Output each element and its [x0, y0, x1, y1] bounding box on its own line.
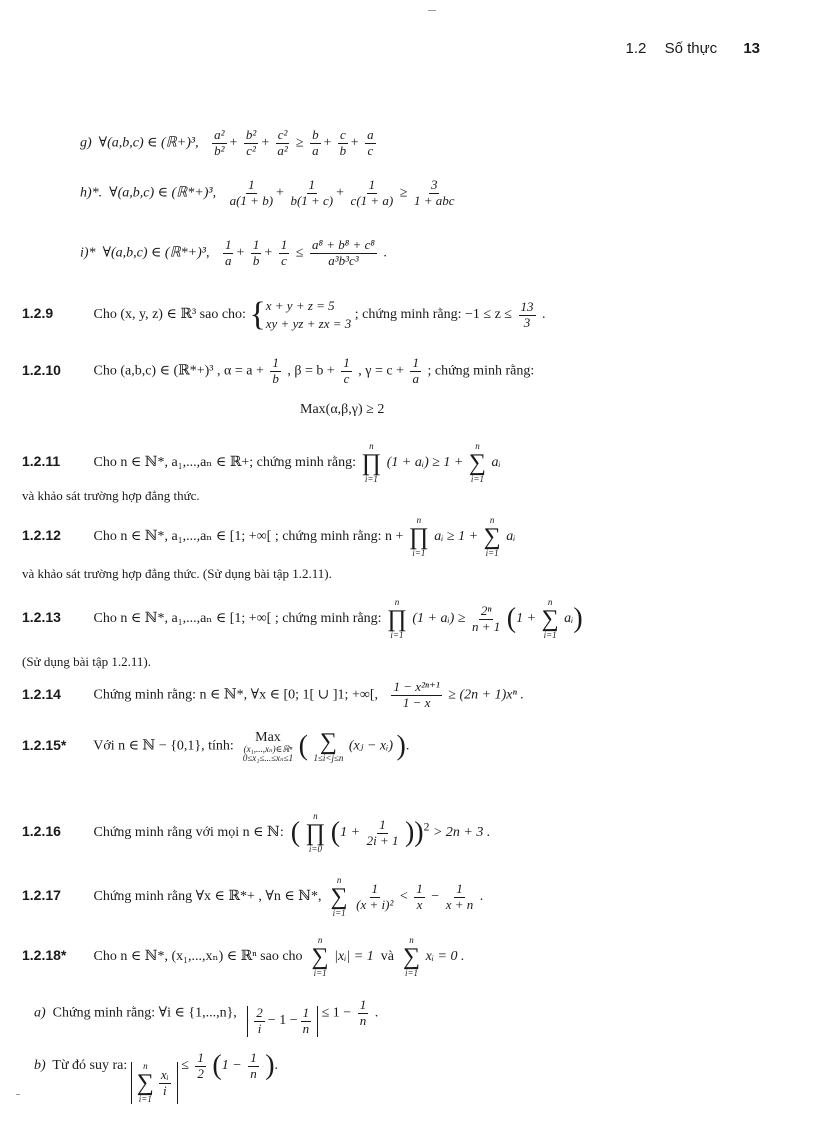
item-h: h)*. ∀(a,b,c) ∈ (ℝ*+)³, $\frac{1}{a(1 + b)}$ + $\frac{1}{b(1 + c)}$ + $\frac{1}{c(1 + a)}$ ≥ $\frac{3}{\text{1 + abc}}$ — [80, 177, 455, 208]
problem-1-2-17: 1.2.17 Chứng minh rằng ∀x ∈ ℝ*+ , ∀n ∈ ℕ*, n ∑ i=1 $\frac{1}{\text{(x + i)²}}$ < $\frac{1}{x}$ − $\frac{1}{x + n}$ . — [22, 875, 484, 918]
problem-1-2-18-b: b) Từ đó suy ra: n ∑ i=1 $\frac{\text{xᵢ}}{i}$ ≤ $\frac{1}{2}$ (1 − $\frac{1}{n}$ ). — [34, 1049, 279, 1105]
section-title: Số thực — [664, 40, 718, 57]
fraction: $\frac{1}{2i + 1}$ — [366, 816, 399, 848]
fraction: $\frac{\text{a⁸ + b⁸ + c⁸}}{\text{a³b³c³}}$ — [311, 237, 375, 268]
problem-number: 1.2.12 — [22, 527, 61, 544]
fraction: $\frac{1}{n}$ — [302, 1004, 310, 1036]
problem-number: 1.2.14 — [22, 685, 61, 702]
fraction: $\frac{1}{n}$ — [250, 1049, 257, 1081]
section-number: 1.2 — [625, 40, 647, 57]
fraction: $\frac{\text{1 − x²ⁿ⁺¹}}{1 - x}$ — [393, 679, 440, 710]
problem-1-2-18-a: a) Chứng minh rằng: ∀i ∈ {1,...,n}, $\frac{2}{i}$ − 1 − $\frac{1}{n}$ ≤ 1 − $\frac{1}{n}$ . — [34, 997, 379, 1036]
fraction: $\frac{1}{c}$ — [280, 237, 288, 268]
fraction: $\frac{3}{\text{1 + abc}}$ — [413, 177, 455, 208]
problem-1-2-10-line2: Max(α,β,γ) ≥ 2 — [300, 402, 385, 417]
problem-1-2-16: 1.2.16 Chứng minh rằng với mọi n ∈ ℕ: ( n ∏ i=0 (1 + $\frac{1}{2i + 1}$ ))$^2$ > 2n + 3 . — [22, 811, 491, 854]
fraction: $\frac{\text{2ⁿ}}{n + 1}$ — [472, 602, 501, 634]
problem-1-2-11: 1.2.11 Cho n ∈ ℕ*, a₁,...,aₙ ∈ ℝ+; chứng minh rằng: n ∏ i=1 (1 + aᵢ) ≥ 1 + n ∑ i=1 aᵢ — [22, 441, 501, 484]
problem-1-2-15: 1.2.15* Với n ∈ ℕ − {0,1}, tính: Max (x₁,...,xₙ)∈ℝⁿ 0≤x₁≤...≤xₙ≤1 ( ∑ 1≤i<j≤n (xⱼ − xᵢ) ). — [22, 729, 410, 763]
problem-number: 1.2.9 — [22, 305, 54, 322]
problem-1-2-10: 1.2.10 Cho (a,b,c) ∈ (ℝ*+)³ , α = a + $\frac{1}{b}$ , β = b + $\frac{1}{c}$ , γ = c + $\frac{1}{a}$ ; chứng minh rằng: — [22, 355, 535, 386]
page-header — [626, 40, 760, 57]
fraction: $\frac{13}{3}$ — [520, 298, 534, 330]
problem-number: 1.2.18* — [22, 947, 67, 964]
item-g: g) ∀(a,b,c) ∈ (ℝ+)³, $\frac{\text{a²}}{\text{b²}}$ + $\frac{\text{b²}}{\text{c²}}$ + $\frac{\text{c²}}{\text{a²}}$ ≥ $\frac{b}{a}$ + $\frac{c}{b}$ + $\frac{a}{c}$ — [80, 127, 374, 158]
fraction: $\frac{1}{b}$ — [252, 237, 260, 268]
fraction: $\frac{\text{xᵢ}}{i}$ — [160, 1066, 169, 1098]
problem-1-2-11-note: và khảo sát trường hợp đẳng thức. — [22, 488, 200, 503]
problem-1-2-12: 1.2.12 Cho n ∈ ℕ*, a₁,...,aₙ ∈ [1; +∞[ ; chứng minh rằng: n + n ∏ i=1 aᵢ ≥ 1 + n ∑ i=1 aᵢ — [22, 515, 516, 558]
fraction: $\frac{\text{c²}}{\text{a²}}$ — [277, 127, 288, 158]
problem-1-2-9: 1.2.9 Cho (x, y, z) ∈ ℝ³ sao cho: { x + y + z = 5 xy + yz + zx = 3 ; chứng minh rằng: −1 ≤ z ≤ $\frac{13}{3}$ . — [22, 296, 546, 333]
problem-number: 1.2.13 — [22, 609, 61, 626]
fraction: $\frac{2}{i}$ — [256, 1004, 263, 1036]
fraction: $\frac{1}{x}$ — [416, 880, 423, 912]
fraction: $\frac{1}{c}$ — [343, 355, 350, 386]
fraction: $\frac{1}{a(1 + b)}$ — [229, 177, 274, 208]
problem-1-2-12-note: và khảo sát trường hợp đẳng thức. (Sử dụng bài tập 1.2.11). — [22, 566, 332, 581]
fraction: $\frac{a}{c}$ — [367, 127, 374, 158]
fraction: $\frac{1}{b(1 + c)}$ — [290, 177, 334, 208]
problem-number: 1.2.17 — [22, 887, 61, 904]
item-i: i)* ∀(a,b,c) ∈ (ℝ*+)³, $\frac{1}{a}$ + $\frac{1}{b}$ + $\frac{1}{c}$ ≤ $\frac{\text{a⁸ + b⁸ + c⁸}}{\text{a³b³c³}}$ . — [80, 237, 387, 268]
fraction: $\frac{1}{a}$ — [224, 237, 232, 268]
fraction: $\frac{c}{b}$ — [339, 127, 347, 158]
problem-number: 1.2.11 — [22, 453, 61, 470]
fraction: $\frac{1}{x + n}$ — [445, 880, 474, 912]
problem-1-2-13-note: (Sử dụng bài tập 1.2.11). — [22, 654, 151, 669]
problem-number: 1.2.10 — [22, 361, 61, 378]
problem-number: 1.2.16 — [22, 823, 61, 840]
fraction: $\frac{1}{n}$ — [359, 997, 367, 1028]
fraction: $\frac{1}{b}$ — [272, 355, 279, 386]
fraction: $\frac{\text{a²}}{\text{b²}}$ — [214, 127, 225, 158]
fraction: $\frac{1}{2}$ — [197, 1049, 204, 1081]
bottom-mark — [16, 1094, 20, 1095]
page-number: 13 — [743, 40, 760, 57]
top-mark — [428, 10, 436, 11]
problem-1-2-14: 1.2.14 Chứng minh rằng: n ∈ ℕ*, ∀x ∈ [0; 1[ ∪ ]1; +∞[, $\frac{\text{1 − x²ⁿ⁺¹}}{1 - x}$ ≥ (2n + 1)xⁿ . — [22, 679, 524, 710]
fraction: $\frac{\text{b²}}{\text{c²}}$ — [245, 127, 257, 158]
fraction: $\frac{1}{\text{(x + i)²}}$ — [356, 880, 394, 912]
fraction: $\frac{1}{a}$ — [412, 355, 419, 386]
problem-number: 1.2.15* — [22, 736, 67, 753]
problem-1-2-18: 1.2.18* Cho n ∈ ℕ*, (x₁,...,xₙ) ∈ ℝⁿ sao cho n ∑ i=1 |xᵢ| = 1 và n ∑ i=1 xᵢ = 0 . — [22, 935, 465, 978]
fraction: $\frac{1}{c(1 + a)}$ — [350, 177, 394, 208]
fraction: $\frac{b}{a}$ — [312, 127, 319, 158]
problem-1-2-13: 1.2.13 Cho n ∈ ℕ*, a₁,...,aₙ ∈ [1; +∞[ ; chứng minh rằng: n ∏ i=1 (1 + aᵢ) ≥ $\frac{\text{2ⁿ}}{n + 1}$ (1 + n ∑ i=1 aᵢ) — [22, 597, 583, 640]
